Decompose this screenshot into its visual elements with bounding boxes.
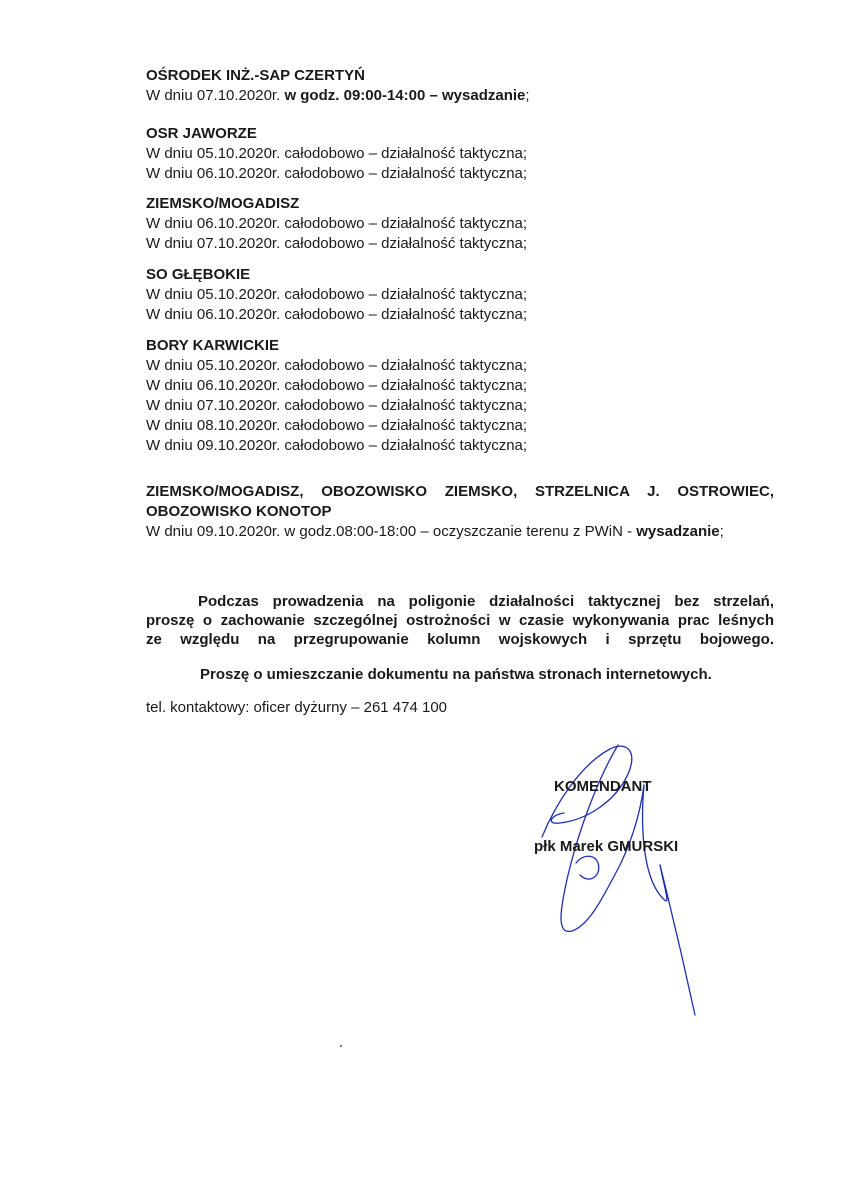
section-title: SO GŁĘBOKIE xyxy=(146,266,251,283)
section-jaworze xyxy=(146,124,527,184)
schedule-line xyxy=(146,86,530,106)
section-title-continued: OBOZOWISKO KONOTOP xyxy=(146,503,332,520)
schedule-line: W dniu 09.10.2020r. całodobowo – działalność taktyczna; xyxy=(146,437,528,454)
contact-line: tel. kontaktowy: oficer dyżurny – 261 474 100 xyxy=(146,699,448,716)
section-title: ZIEMSKO/MOGADISZ xyxy=(146,195,300,212)
section-title: OŚRODEK INŻ.-SAP CZERTYŃ xyxy=(146,67,365,84)
notice-line: proszę o zachowanie szczególnej ostrożności w czasie wykonywania prac leśnych xyxy=(146,612,774,629)
signatory-name: płk Marek GMURSKI xyxy=(534,838,679,855)
schedule-text: W dniu 09.10.2020r. w godz.08:00-18:00 – oczyszczanie terenu z PWiN - xyxy=(146,523,637,540)
section-glebokie xyxy=(146,265,527,325)
schedule-line: W dniu 08.10.2020r. całodobowo – działalność taktyczna; xyxy=(146,417,528,434)
section-bory-karwickie xyxy=(146,336,527,456)
section-multi-location xyxy=(146,482,774,522)
notice-line: ze względu na przegrupowanie kolumn wojskowych i sprzętu bojowego. xyxy=(146,631,774,648)
schedule-line: W dniu 06.10.2020r. całodobowo – działalność taktyczna; xyxy=(146,377,528,394)
publication-request: Proszę o umieszczanie dokumentu na państwa stronach internetowych. xyxy=(200,666,712,683)
scan-speck xyxy=(340,1045,342,1047)
schedule-line: W dniu 06.10.2020r. całodobowo – działalność taktyczna; xyxy=(146,306,528,323)
schedule-text: W dniu 07.10.2020r. xyxy=(146,87,285,104)
signatory-title: KOMENDANT xyxy=(554,778,652,795)
schedule-line: W dniu 07.10.2020r. całodobowo – działalność taktyczna; xyxy=(146,235,528,252)
notice-paragraph xyxy=(146,592,774,649)
section-czertyn xyxy=(146,66,530,106)
section-title: BORY KARWICKIE xyxy=(146,337,280,354)
section-ziemsko-mogadisz xyxy=(146,194,527,254)
schedule-line xyxy=(146,522,724,542)
schedule-line: W dniu 06.10.2020r. całodobowo – działalność taktyczna; xyxy=(146,165,528,182)
schedule-line: W dniu 06.10.2020r. całodobowo – działalność taktyczna; xyxy=(146,215,528,232)
multi-location-schedule xyxy=(146,522,724,542)
schedule-suffix: ; xyxy=(525,87,530,104)
schedule-bold-text: w godz. 09:00-14:00 – wysadzanie xyxy=(284,87,526,104)
notice-line: Podczas prowadzenia na poligonie działalności taktycznej bez strzelań, xyxy=(198,593,774,610)
section-title: OSR JAWORZE xyxy=(146,125,257,142)
schedule-line: W dniu 07.10.2020r. całodobowo – działalność taktyczna; xyxy=(146,397,528,414)
schedule-bold-text: wysadzanie xyxy=(636,523,720,540)
section-title: ZIEMSKO/MOGADISZ, OBOZOWISKO ZIEMSKO, STRZELNICA J. OSTROWIEC, xyxy=(146,483,774,500)
schedule-suffix: ; xyxy=(719,523,724,540)
schedule-line: W dniu 05.10.2020r. całodobowo – działalność taktyczna; xyxy=(146,286,528,303)
schedule-line: W dniu 05.10.2020r. całodobowo – działalność taktyczna; xyxy=(146,357,528,374)
schedule-line: W dniu 05.10.2020r. całodobowo – działalność taktyczna; xyxy=(146,145,528,162)
